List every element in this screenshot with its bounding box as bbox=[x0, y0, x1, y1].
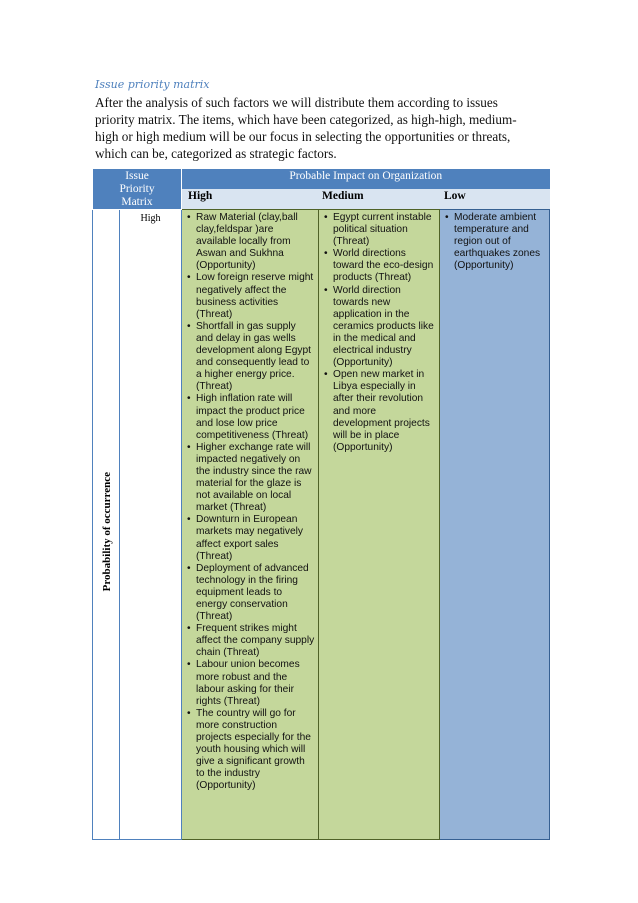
impact-header: Probable Impact on Organization bbox=[182, 169, 550, 189]
impact-level-low: Low bbox=[444, 189, 466, 202]
list-item: • Low foreign reserve might negatively affect the business activities (Threat) bbox=[186, 272, 315, 320]
probability-axis-cell bbox=[93, 210, 120, 840]
list-item: • Shortfall in gas supply and delay in gas wells development along Egypt and consequently lead to a higher energy price. (Threat) bbox=[186, 321, 315, 394]
intro-paragraph: After the analysis of such factors we will distribute them according to issues priority matrix. The items, which have been categorized, as high-high, medium-high or high medium will be our focus in selecting the opportunities or threats, which can be, categorized as strategic factors. bbox=[95, 95, 517, 161]
row-label-high: High bbox=[120, 210, 182, 840]
list-item: • Moderate ambient temperature and region out of earthquakes zones (Opportunity) bbox=[444, 212, 546, 272]
corner-label: Issue Priority Matrix bbox=[93, 169, 182, 210]
medium-impact-list bbox=[319, 210, 439, 456]
section-heading: Issue priority matrix bbox=[95, 78, 210, 91]
impact-level-medium: Medium bbox=[322, 189, 364, 202]
high-medium-cell bbox=[319, 210, 440, 840]
impact-level-high: High bbox=[188, 189, 213, 202]
list-item: • Higher exchange rate will impacted negatively on the industry since the raw material for the glaze is not available on local market (Threat) bbox=[186, 442, 315, 515]
list-item: • Downturn in European markets may negatively affect export sales (Threat) bbox=[186, 514, 315, 562]
list-item: • Frequent strikes might affect the company supply chain (Threat) bbox=[186, 623, 315, 659]
list-item: • High inflation rate will impact the product price and lose low price competitiveness (Threat) bbox=[186, 393, 315, 441]
impact-levels-row bbox=[182, 189, 550, 210]
probability-label: Probability of occurrence bbox=[101, 471, 113, 591]
list-item: • Raw Material (clay,ball clay,feldspar )are available locally from Aswan and Sukhna (Opportunity) bbox=[186, 212, 315, 272]
low-impact-list bbox=[440, 210, 549, 274]
high-low-cell bbox=[440, 210, 550, 840]
list-item: • Open new market in Libya especially in after their revolution and more development projects will be in place (Opportunity) bbox=[323, 369, 436, 454]
list-item: • Labour union becomes more robust and the labour asking for their rights (Threat) bbox=[186, 659, 315, 707]
list-item: • Deployment of advanced technology in the firing equipment leads to energy conservation (Threat) bbox=[186, 563, 315, 623]
issue-priority-matrix-table bbox=[92, 168, 550, 840]
list-item: • Egypt current instable political situation (Threat) bbox=[323, 212, 436, 248]
list-item: • The country will go for more construction projects especially for the youth housing which will give a significant growth to the industry (Opportunity) bbox=[186, 708, 315, 793]
list-item: • World directions toward the eco-design products (Threat) bbox=[323, 248, 436, 284]
high-impact-list bbox=[182, 210, 318, 795]
high-high-cell bbox=[182, 210, 319, 840]
list-item: • World direction towards new application in the ceramics products like in the medical and electrical industry (Opportunity) bbox=[323, 285, 436, 370]
